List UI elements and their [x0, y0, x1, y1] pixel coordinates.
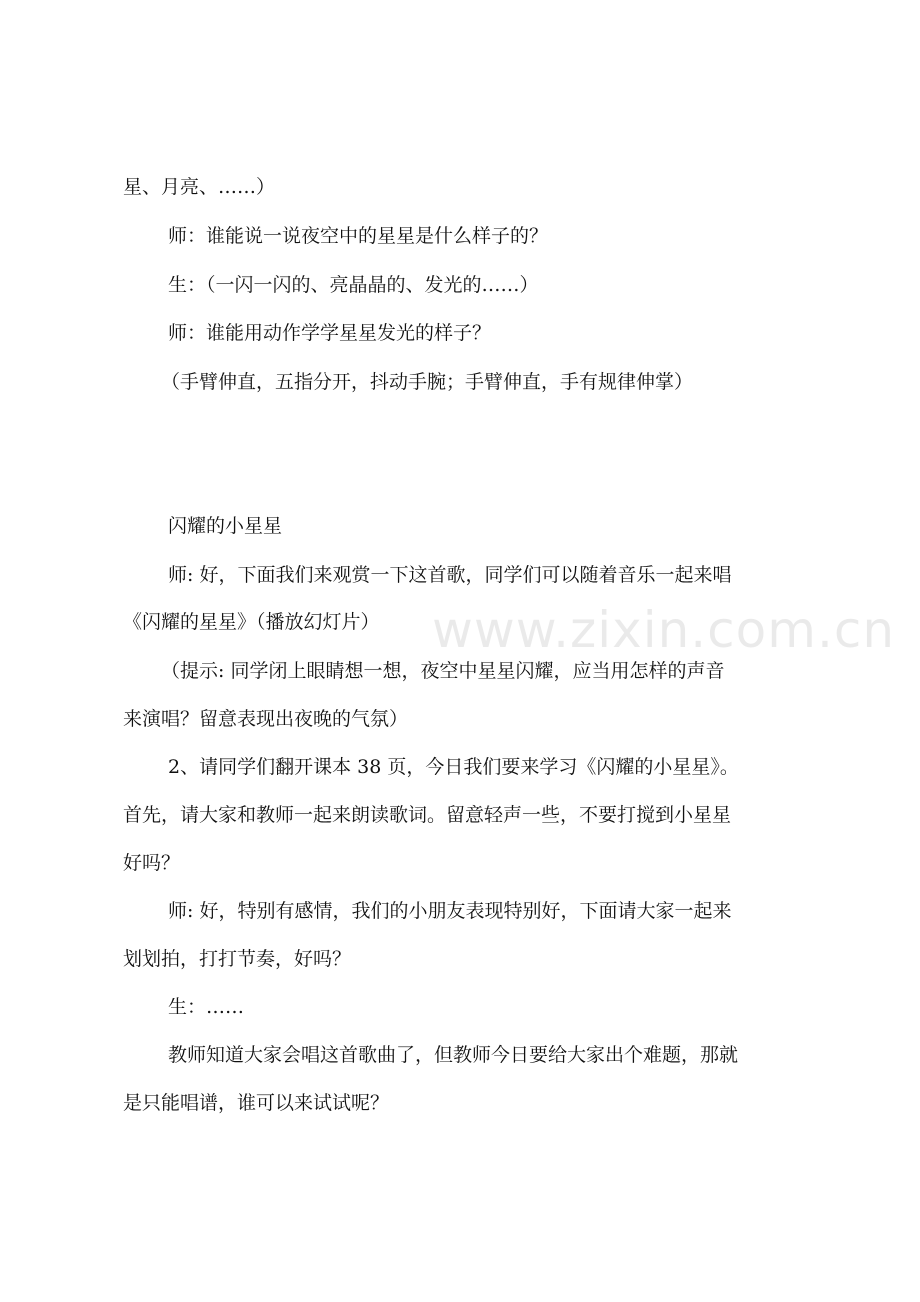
- text-line-13: 好吗？: [123, 852, 181, 874]
- text-line-7: 师: 好，下面我们来观赏一下这首歌，同学们可以随着音乐一起来唱: [168, 564, 732, 586]
- text-line-1: 星、月亮、……）: [123, 176, 276, 198]
- text-line-10: 来演唱？留意表现出夜晚的气氛）: [123, 708, 409, 730]
- text-line-18: 是只能唱谱，谁可以来试试呢？: [123, 1092, 390, 1114]
- text-line-2: 师：谁能说一说夜空中的星星是什么样子的？: [168, 225, 549, 247]
- text-line-11: 2、请同学们翻开课本 38 页，今日我们要来学习《闪耀的小星星》。: [168, 756, 739, 778]
- text-line-12: 首先，请大家和教师一起来朗读歌词。留意轻声一些，不要打搅到小星星: [123, 804, 732, 826]
- text-line-16: 生：……: [168, 996, 245, 1018]
- text-line-17: 教师知道大家会唱这首歌曲了，但教师今日要给大家出个难题，那就: [168, 1044, 739, 1066]
- text-line-5: （手臂伸直，五指分开，抖动手腕；手臂伸直，手有规律伸掌）: [161, 371, 694, 393]
- text-line-14: 师: 好，特别有感情，我们的小朋友表现特别好，下面请大家一起来: [168, 900, 732, 922]
- watermark: www.zixin.com.cn: [432, 601, 896, 659]
- text-line-3: 生：（一闪一闪的、亮晶晶的、发光的……）: [168, 274, 539, 296]
- text-line-8: 《闪耀的星星》（播放幻灯片）: [123, 611, 380, 633]
- text-line-4: 师：谁能用动作学学星星发光的样子？: [168, 322, 492, 344]
- section-heading: 闪耀的小星星: [168, 515, 283, 537]
- text-line-15: 划划拍，打打节奏，好吗？: [123, 948, 352, 970]
- text-line-9: （提示: 同学闭上眼睛想一想，夜空中星星闪耀，应当用怎样的声音: [161, 660, 725, 682]
